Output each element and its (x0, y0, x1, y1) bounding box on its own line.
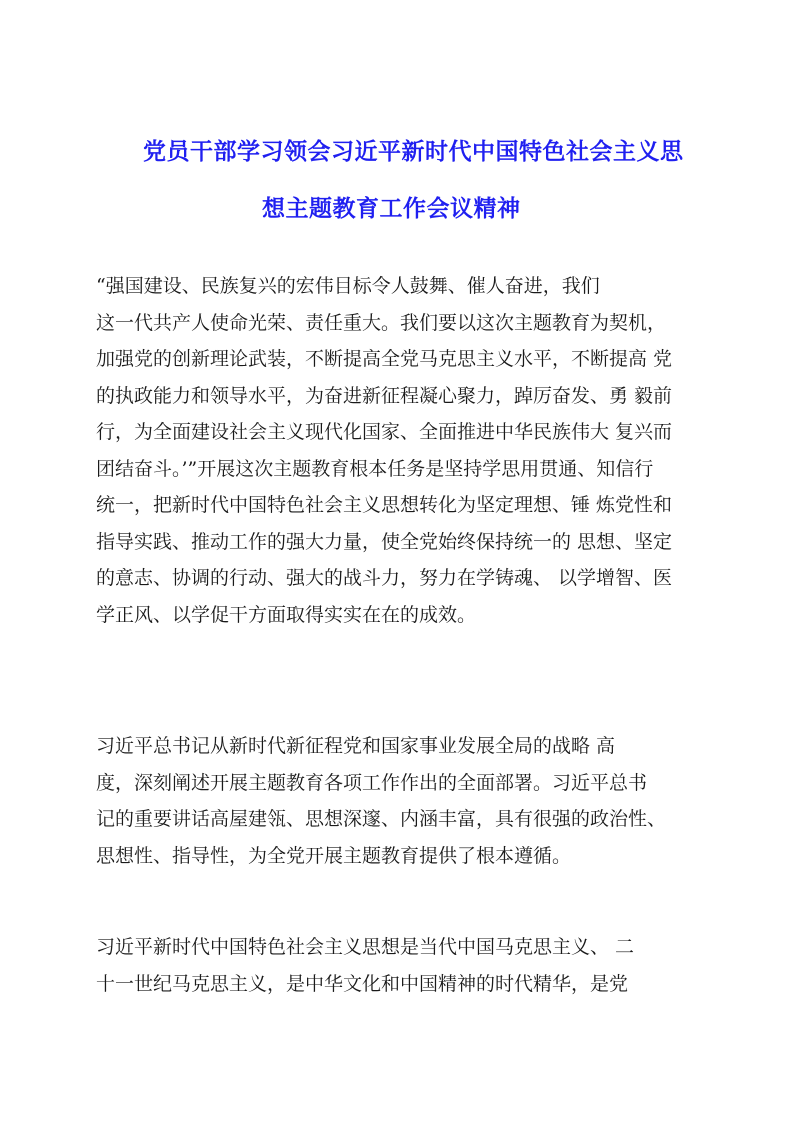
paragraph-line: 思想性、指导性，为全党开展主题教育提供了根本遵循。 (96, 844, 572, 867)
paragraph-line: 统一，把新时代中国特色社会主义思想转化为坚定理想、锤 炼党性和 (96, 494, 673, 516)
paragraph-line: 加强党的创新理论武装，不断提高全党马克思主义水平，不断提高 党 (96, 348, 673, 370)
paragraph-line: 学正风、以学促干方面取得实实在在的成效。 (96, 603, 477, 626)
paragraph-line: 团结奋斗。’”开展这次主题教育根本任务是坚持学思用贯通、知信行 (96, 457, 654, 480)
paragraph-2 (96, 728, 726, 874)
paragraph-line: 的执政能力和领导水平，为奋进新征程凝心聚力，踔厉奋发、勇 毅前 (96, 384, 673, 407)
paragraph-3 (96, 929, 726, 1002)
paragraph-line: 这一代共产人使命光荣、责任重大。我们要以这次主题教育为契机， (96, 311, 667, 334)
document-title-line-1: 党员干部学习领会习近平新时代中国特色社会主义思 (143, 139, 684, 165)
paragraph-line: 记的重要讲话高屋建瓴、思想深邃、内涵丰富，具有很强的政治性、 (96, 808, 667, 830)
paragraph-line: 十一世纪马克思主义，是中华文化和中国精神的时代精华，是党 (96, 972, 629, 995)
paragraph-line: 习近平新时代中国特色社会主义思想是当代中国马克思主义、 二 (96, 936, 635, 958)
paragraph-line: 行，为全面建设社会主义现代化国家、全面推进中华民族伟大 复兴而 (96, 421, 673, 443)
paragraph-line: 的意志、协调的行动、强大的战斗力，努力在学铸魂、 以学增智、医 (96, 567, 673, 589)
paragraph-line: “强国建设、民族复兴的宏伟目标令人鼓舞、催人奋进，我们 (96, 275, 600, 297)
paragraph-line: 习近平总书记从新时代新征程党和国家事业发展全局的战略 高 (96, 735, 616, 757)
paragraph-1 (96, 268, 726, 633)
document-title-line-2: 想主题教育工作会议精神 (262, 196, 521, 222)
paragraph-line: 度，深刻阐述开展主题教育各项工作作出的全面部署。习近平总书 (96, 771, 648, 794)
paragraph-line: 指导实践、推动工作的强大力量，使全党始终保持统一的 思想、坚定 (96, 530, 673, 553)
